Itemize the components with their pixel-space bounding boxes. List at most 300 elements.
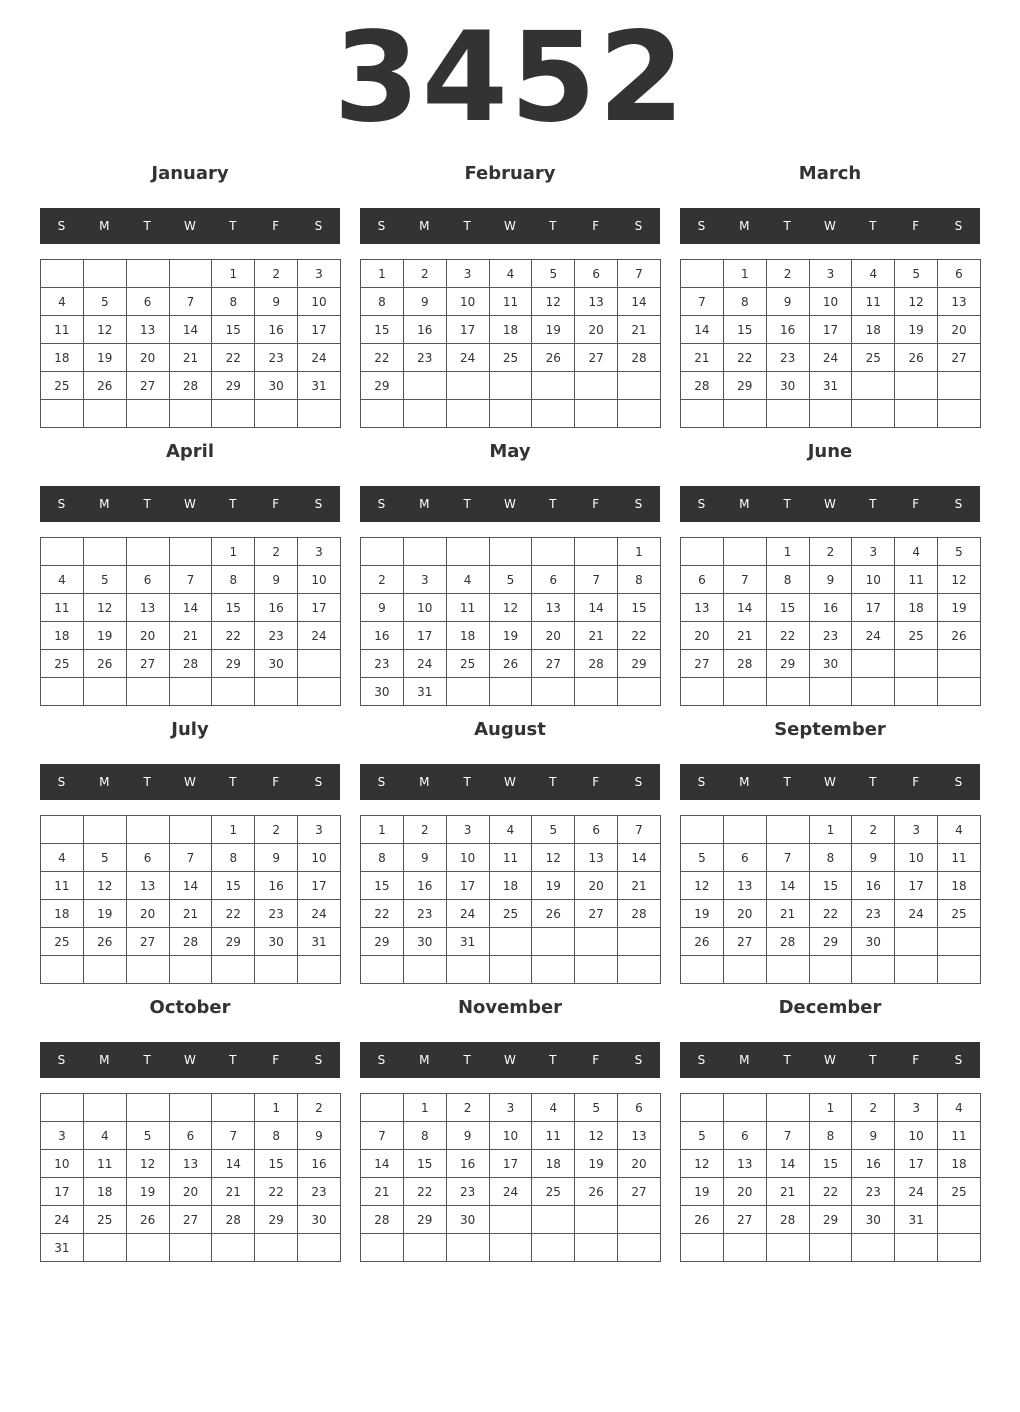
day-cell: 29 xyxy=(255,1206,298,1234)
day-cell: 22 xyxy=(809,900,852,928)
empty-cell xyxy=(41,260,84,288)
day-cell: 25 xyxy=(938,1178,981,1206)
day-cell: 10 xyxy=(895,1122,938,1150)
empty-cell xyxy=(169,260,212,288)
weekday-label: T xyxy=(229,219,237,233)
day-cell: 21 xyxy=(169,344,212,372)
month-name: January xyxy=(151,163,229,184)
empty-cell xyxy=(83,538,126,566)
day-cell: 2 xyxy=(255,260,298,288)
empty-cell xyxy=(532,538,575,566)
day-cell: 2 xyxy=(403,260,446,288)
empty-cell xyxy=(723,400,766,428)
empty-cell xyxy=(681,1234,724,1262)
day-cell: 14 xyxy=(618,288,661,316)
day-cell: 10 xyxy=(446,288,489,316)
day-cell: 29 xyxy=(809,928,852,956)
day-cell: 13 xyxy=(618,1122,661,1150)
empty-cell xyxy=(169,956,212,984)
day-cell: 10 xyxy=(446,844,489,872)
weekday-label: S xyxy=(314,775,323,789)
day-cell: 2 xyxy=(852,816,895,844)
day-cell: 18 xyxy=(895,594,938,622)
day-cell: 2 xyxy=(255,816,298,844)
empty-cell xyxy=(895,1234,938,1262)
day-cell: 30 xyxy=(446,1206,489,1234)
day-cell: 6 xyxy=(681,566,724,594)
day-cell: 27 xyxy=(575,344,618,372)
empty-cell xyxy=(169,1094,212,1122)
day-cell: 22 xyxy=(403,1178,446,1206)
week-row xyxy=(681,260,981,288)
weekday-label: F xyxy=(592,497,600,511)
weekday-label: S xyxy=(57,775,66,789)
day-cell: 6 xyxy=(723,844,766,872)
empty-cell xyxy=(489,928,532,956)
day-cell: 30 xyxy=(361,678,404,706)
day-cell: 23 xyxy=(852,900,895,928)
day-cell: 28 xyxy=(361,1206,404,1234)
empty-cell xyxy=(895,400,938,428)
day-cell: 30 xyxy=(766,372,809,400)
empty-cell xyxy=(212,1094,255,1122)
empty-cell xyxy=(938,650,981,678)
day-cell: 23 xyxy=(361,650,404,678)
empty-cell xyxy=(681,678,724,706)
day-cell: 5 xyxy=(681,1122,724,1150)
empty-cell xyxy=(489,678,532,706)
empty-cell xyxy=(575,678,618,706)
weekday-label: M xyxy=(419,1053,430,1067)
empty-cell xyxy=(489,1234,532,1262)
empty-cell xyxy=(532,1206,575,1234)
day-cell: 3 xyxy=(403,566,446,594)
day-cell: 27 xyxy=(169,1206,212,1234)
day-cell: 2 xyxy=(298,1094,341,1122)
day-cell: 29 xyxy=(403,1206,446,1234)
day-cell: 24 xyxy=(446,344,489,372)
day-cell: 24 xyxy=(852,622,895,650)
week-row xyxy=(361,816,661,844)
day-cell: 27 xyxy=(126,372,169,400)
empty-cell xyxy=(446,1234,489,1262)
empty-cell xyxy=(938,678,981,706)
day-cell: 29 xyxy=(361,372,404,400)
empty-cell xyxy=(126,678,169,706)
empty-cell xyxy=(681,260,724,288)
week-row xyxy=(681,344,981,372)
empty-cell xyxy=(895,928,938,956)
day-cell: 12 xyxy=(489,594,532,622)
weekday-label: S xyxy=(634,219,643,233)
day-cell: 16 xyxy=(446,1150,489,1178)
day-cell: 27 xyxy=(126,928,169,956)
day-cell: 15 xyxy=(809,872,852,900)
weekday-label: T xyxy=(229,1053,237,1067)
weekday-label: T xyxy=(463,1053,471,1067)
week-row xyxy=(361,650,661,678)
week-row xyxy=(681,844,981,872)
day-cell: 31 xyxy=(895,1206,938,1234)
week-row xyxy=(41,900,341,928)
day-cell: 14 xyxy=(169,316,212,344)
day-cell: 3 xyxy=(489,1094,532,1122)
month-name: July xyxy=(171,719,209,740)
weekday-label: S xyxy=(377,219,386,233)
weekday-label: T xyxy=(869,497,877,511)
day-cell: 18 xyxy=(446,622,489,650)
weekday-label: W xyxy=(504,1053,516,1067)
day-cell: 29 xyxy=(723,372,766,400)
day-cell: 8 xyxy=(255,1122,298,1150)
empty-cell xyxy=(895,650,938,678)
week-row xyxy=(41,622,341,650)
weekday-label: M xyxy=(739,497,750,511)
empty-cell xyxy=(766,816,809,844)
day-cell: 25 xyxy=(446,650,489,678)
day-cell: 6 xyxy=(126,288,169,316)
day-cell: 17 xyxy=(298,316,341,344)
week-row xyxy=(361,678,661,706)
weekday-label: S xyxy=(377,497,386,511)
empty-cell xyxy=(255,956,298,984)
weekday-label: T xyxy=(549,497,557,511)
day-cell: 18 xyxy=(41,622,84,650)
day-cell: 6 xyxy=(126,844,169,872)
day-cell: 26 xyxy=(681,1206,724,1234)
day-cell: 1 xyxy=(212,260,255,288)
weekday-label: F xyxy=(912,775,920,789)
day-cell: 3 xyxy=(446,260,489,288)
week-row xyxy=(41,1178,341,1206)
day-cell: 28 xyxy=(169,372,212,400)
day-cell: 14 xyxy=(212,1150,255,1178)
day-cell: 13 xyxy=(532,594,575,622)
day-cell: 26 xyxy=(938,622,981,650)
empty-cell xyxy=(41,400,84,428)
day-cell: 30 xyxy=(255,928,298,956)
day-grid xyxy=(40,259,341,428)
empty-cell xyxy=(169,538,212,566)
day-cell: 31 xyxy=(298,372,341,400)
empty-cell xyxy=(618,928,661,956)
day-cell: 22 xyxy=(809,1178,852,1206)
weekday-label: S xyxy=(314,1053,323,1067)
day-cell: 2 xyxy=(255,538,298,566)
week-row xyxy=(681,816,981,844)
day-cell: 12 xyxy=(126,1150,169,1178)
weekday-label: M xyxy=(99,497,110,511)
day-cell: 10 xyxy=(298,566,341,594)
day-cell: 31 xyxy=(41,1234,84,1262)
week-row xyxy=(41,1234,341,1262)
day-cell: 30 xyxy=(403,928,446,956)
weekday-label: T xyxy=(463,775,471,789)
weekday-label: S xyxy=(954,1053,963,1067)
day-grid xyxy=(680,259,981,428)
day-cell: 23 xyxy=(446,1178,489,1206)
empty-cell xyxy=(83,260,126,288)
day-cell: 12 xyxy=(895,288,938,316)
empty-cell xyxy=(575,1234,618,1262)
day-cell: 12 xyxy=(83,316,126,344)
weekday-label: S xyxy=(634,1053,643,1067)
empty-cell xyxy=(938,928,981,956)
day-cell: 25 xyxy=(41,650,84,678)
weekday-label: S xyxy=(57,1053,66,1067)
day-cell: 8 xyxy=(809,1122,852,1150)
week-row xyxy=(361,1150,661,1178)
empty-cell xyxy=(532,1234,575,1262)
week-row xyxy=(41,400,341,428)
day-cell: 11 xyxy=(446,594,489,622)
month-name: May xyxy=(489,441,531,462)
day-cell: 10 xyxy=(298,844,341,872)
day-cell: 5 xyxy=(938,538,981,566)
day-cell: 7 xyxy=(169,288,212,316)
week-row xyxy=(41,1206,341,1234)
day-cell: 6 xyxy=(532,566,575,594)
week-row xyxy=(361,1122,661,1150)
empty-cell xyxy=(361,538,404,566)
weekday-label: F xyxy=(272,775,280,789)
day-cell: 10 xyxy=(489,1122,532,1150)
week-row xyxy=(361,900,661,928)
day-cell: 4 xyxy=(938,816,981,844)
day-cell: 8 xyxy=(618,566,661,594)
day-cell: 8 xyxy=(766,566,809,594)
empty-cell xyxy=(403,1234,446,1262)
day-cell: 13 xyxy=(938,288,981,316)
day-cell: 19 xyxy=(532,316,575,344)
day-cell: 14 xyxy=(618,844,661,872)
empty-cell xyxy=(852,678,895,706)
week-row xyxy=(41,1150,341,1178)
day-cell: 24 xyxy=(809,344,852,372)
day-cell: 24 xyxy=(41,1206,84,1234)
day-cell: 13 xyxy=(126,594,169,622)
weekday-label: T xyxy=(783,775,791,789)
empty-cell xyxy=(403,372,446,400)
empty-cell xyxy=(532,678,575,706)
day-cell: 6 xyxy=(126,566,169,594)
month-name: February xyxy=(464,163,556,184)
day-cell: 5 xyxy=(83,288,126,316)
empty-cell xyxy=(41,538,84,566)
week-row xyxy=(681,1234,981,1262)
day-cell: 31 xyxy=(446,928,489,956)
week-row xyxy=(41,288,341,316)
day-cell: 7 xyxy=(212,1122,255,1150)
week-row xyxy=(41,928,341,956)
week-row xyxy=(41,956,341,984)
empty-cell xyxy=(298,956,341,984)
week-row xyxy=(41,594,341,622)
weekday-label: S xyxy=(57,219,66,233)
empty-cell xyxy=(852,1234,895,1262)
day-cell: 20 xyxy=(126,900,169,928)
weekday-label: T xyxy=(229,497,237,511)
day-cell: 12 xyxy=(83,872,126,900)
day-cell: 2 xyxy=(809,538,852,566)
week-row xyxy=(41,650,341,678)
day-cell: 7 xyxy=(723,566,766,594)
day-cell: 9 xyxy=(403,288,446,316)
day-cell: 20 xyxy=(169,1178,212,1206)
empty-cell xyxy=(618,372,661,400)
day-cell: 20 xyxy=(618,1150,661,1178)
day-cell: 23 xyxy=(255,900,298,928)
day-cell: 26 xyxy=(681,928,724,956)
day-cell: 11 xyxy=(938,844,981,872)
day-cell: 25 xyxy=(489,344,532,372)
empty-cell xyxy=(446,538,489,566)
day-cell: 1 xyxy=(723,260,766,288)
empty-cell xyxy=(895,956,938,984)
empty-cell xyxy=(212,956,255,984)
empty-cell xyxy=(681,816,724,844)
week-row xyxy=(681,538,981,566)
empty-cell xyxy=(681,956,724,984)
day-cell: 16 xyxy=(255,594,298,622)
day-grid xyxy=(360,1093,661,1262)
weekday-label: T xyxy=(549,1053,557,1067)
day-cell: 14 xyxy=(681,316,724,344)
day-cell: 14 xyxy=(361,1150,404,1178)
day-cell: 9 xyxy=(852,844,895,872)
day-cell: 2 xyxy=(361,566,404,594)
day-cell: 22 xyxy=(361,344,404,372)
empty-cell xyxy=(169,1234,212,1262)
week-row xyxy=(41,678,341,706)
week-row xyxy=(361,872,661,900)
day-cell: 20 xyxy=(575,872,618,900)
day-cell: 12 xyxy=(83,594,126,622)
day-cell: 15 xyxy=(212,872,255,900)
weekday-label: W xyxy=(824,219,836,233)
day-cell: 19 xyxy=(681,900,724,928)
weekday-label: S xyxy=(57,497,66,511)
day-cell: 8 xyxy=(212,566,255,594)
day-cell: 7 xyxy=(681,288,724,316)
empty-cell xyxy=(126,1094,169,1122)
day-cell: 23 xyxy=(298,1178,341,1206)
day-cell: 21 xyxy=(766,900,809,928)
day-cell: 23 xyxy=(255,622,298,650)
day-cell: 16 xyxy=(255,316,298,344)
empty-cell xyxy=(852,956,895,984)
day-cell: 10 xyxy=(809,288,852,316)
empty-cell xyxy=(361,956,404,984)
day-cell: 6 xyxy=(575,260,618,288)
weekday-header xyxy=(360,208,660,244)
day-cell: 4 xyxy=(895,538,938,566)
day-cell: 19 xyxy=(532,872,575,900)
day-cell: 9 xyxy=(255,844,298,872)
weekday-label: S xyxy=(954,497,963,511)
day-cell: 7 xyxy=(766,844,809,872)
week-row xyxy=(361,622,661,650)
day-cell: 26 xyxy=(532,900,575,928)
weekday-label: M xyxy=(739,219,750,233)
day-cell: 3 xyxy=(852,538,895,566)
weekday-header xyxy=(40,1042,340,1078)
week-row xyxy=(681,1122,981,1150)
day-cell: 28 xyxy=(169,650,212,678)
day-cell: 23 xyxy=(255,344,298,372)
empty-cell xyxy=(723,1234,766,1262)
day-cell: 13 xyxy=(126,872,169,900)
day-cell: 8 xyxy=(361,844,404,872)
day-cell: 17 xyxy=(298,872,341,900)
day-cell: 1 xyxy=(766,538,809,566)
day-cell: 15 xyxy=(766,594,809,622)
day-grid xyxy=(680,1093,981,1262)
day-cell: 24 xyxy=(895,900,938,928)
day-cell: 23 xyxy=(809,622,852,650)
day-cell: 20 xyxy=(532,622,575,650)
day-cell: 5 xyxy=(895,260,938,288)
day-cell: 17 xyxy=(852,594,895,622)
day-cell: 16 xyxy=(403,316,446,344)
empty-cell xyxy=(126,260,169,288)
day-cell: 5 xyxy=(83,844,126,872)
day-cell: 21 xyxy=(169,622,212,650)
week-row xyxy=(41,316,341,344)
day-cell: 14 xyxy=(766,872,809,900)
empty-cell xyxy=(41,1094,84,1122)
weekday-label: W xyxy=(824,1053,836,1067)
weekday-header xyxy=(40,764,340,800)
day-cell: 20 xyxy=(126,622,169,650)
week-row xyxy=(361,1234,661,1262)
day-cell: 12 xyxy=(681,1150,724,1178)
week-row xyxy=(41,1094,341,1122)
empty-cell xyxy=(618,1206,661,1234)
empty-cell xyxy=(532,372,575,400)
day-cell: 15 xyxy=(403,1150,446,1178)
day-cell: 7 xyxy=(169,566,212,594)
week-row xyxy=(681,678,981,706)
empty-cell xyxy=(852,372,895,400)
day-cell: 29 xyxy=(809,1206,852,1234)
day-cell: 28 xyxy=(766,928,809,956)
day-cell: 20 xyxy=(575,316,618,344)
weekday-label: T xyxy=(463,497,471,511)
day-cell: 11 xyxy=(532,1122,575,1150)
day-cell: 13 xyxy=(126,316,169,344)
day-cell: 1 xyxy=(618,538,661,566)
week-row xyxy=(361,538,661,566)
empty-cell xyxy=(532,928,575,956)
weekday-label: T xyxy=(229,775,237,789)
day-cell: 8 xyxy=(361,288,404,316)
day-cell: 1 xyxy=(809,1094,852,1122)
empty-cell xyxy=(766,1094,809,1122)
day-cell: 4 xyxy=(489,260,532,288)
week-row xyxy=(41,372,341,400)
weekday-label: W xyxy=(504,775,516,789)
day-cell: 18 xyxy=(532,1150,575,1178)
empty-cell xyxy=(126,538,169,566)
week-row xyxy=(681,1178,981,1206)
day-cell: 9 xyxy=(852,1122,895,1150)
empty-cell xyxy=(298,650,341,678)
weekday-header xyxy=(360,764,660,800)
weekday-label: F xyxy=(272,497,280,511)
day-cell: 12 xyxy=(938,566,981,594)
day-cell: 15 xyxy=(255,1150,298,1178)
